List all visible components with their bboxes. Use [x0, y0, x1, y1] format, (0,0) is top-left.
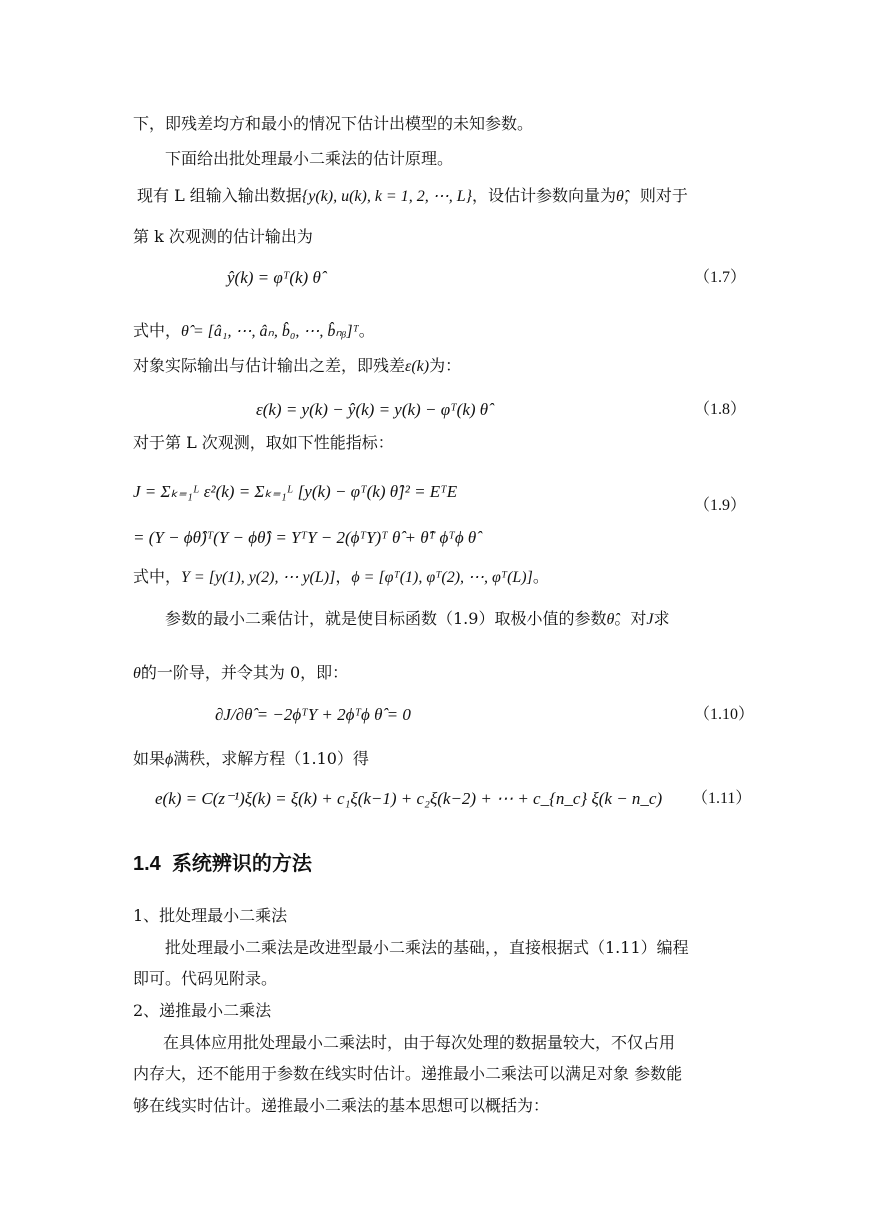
- text-span: 参数的最小二乘估计，就是使目标函数（1.9）取极小值的参数: [165, 609, 607, 628]
- paragraph-line: 下，即残差均方和最小的情况下估计出模型的未知参数。: [133, 114, 534, 133]
- paragraph-line: 即可。代码见附录。: [133, 969, 278, 988]
- paragraph-line: 在具体应用批处理最小二乘法时，由于每次处理的数据量较大，不仅占用: [163, 1033, 676, 1052]
- equation-1-11: e(k) = C(z⁻¹)ξ(k) = ξ(k) + c₁ξ(k−1) + c₂ξ(k−2) + ⋯ + c_{n_c} ξ(k − n_c): [155, 789, 663, 808]
- section-heading: [133, 851, 312, 877]
- text-span: 现有 L 组输入输出数据: [137, 186, 302, 205]
- paragraph-line: [133, 748, 369, 771]
- text-span: 对象实际输出与估计输出之差，即残差: [133, 356, 406, 375]
- paragraph-line: [133, 320, 375, 343]
- equation-number: （1.9）: [694, 497, 747, 514]
- list-item-title: 1、批处理最小二乘法: [133, 906, 288, 925]
- paragraph-line: 下面给出批处理最小二乘法的估计原理。: [165, 149, 454, 168]
- list-item-title: 2、递推最小二乘法: [133, 1001, 272, 1020]
- text-span: ，: [335, 567, 352, 586]
- text-span: 为：: [429, 356, 462, 375]
- text-span: 。: [358, 321, 375, 340]
- text-span: 满秩，求解方程（1.10）得: [173, 749, 369, 768]
- section-title: 系统辨识的方法: [171, 853, 312, 875]
- math-inline: ε(k): [405, 358, 430, 375]
- paragraph-line: [133, 355, 461, 378]
- math-inline: θ̂ = [â₁, ⋯, âₙ, b̂₀, ⋯, b̂ₙᵦ]ᵀ: [181, 323, 359, 340]
- text-span: ，则对于: [623, 186, 688, 205]
- equation-1-7: ŷ(k) = φᵀ(k) θ̂: [227, 268, 321, 287]
- equation-number: （1.11）: [692, 790, 752, 807]
- text-span: 式中，: [133, 567, 182, 586]
- text-span: 。对: [614, 609, 647, 628]
- paragraph-line: 内存大，还不能用于参数在线实时估计。递推最小二乘法可以满足对象 参数能: [133, 1064, 683, 1083]
- math-inline: ϕ = [φᵀ(1), φᵀ(2), ⋯, φᵀ(L)]: [351, 569, 533, 586]
- math-inline: ϕ: [165, 751, 174, 768]
- math-inline: θ̂: [133, 665, 141, 682]
- equation-1-8: ε(k) = y(k) − ŷ(k) = y(k) − φᵀ(k) θ̂: [256, 400, 489, 419]
- paragraph-line: 批处理最小二乘法是改进型最小二乘法的基础，，直接根据式（1.11）编程: [165, 938, 689, 957]
- paragraph-line: 够在线实时估计。递推最小二乘法的基本思想可以概括为：: [133, 1096, 550, 1115]
- math-inline: J: [646, 611, 654, 628]
- text-span: ，设估计参数向量为: [472, 186, 617, 205]
- math-inline: θ̂: [616, 188, 624, 205]
- paragraph-line: [133, 566, 549, 589]
- paragraph-line: 对于第 L 次观测，取如下性能指标：: [133, 433, 394, 452]
- equation-1-10: ∂J/∂θ̂ = −2ϕᵀY + 2ϕᵀϕ θ̂ = 0: [215, 705, 411, 724]
- paragraph-line: 第 k 次观测的估计输出为: [133, 227, 313, 246]
- text-span: 。: [532, 567, 549, 586]
- paragraph-line: [133, 662, 348, 685]
- equation-number: （1.7）: [694, 269, 747, 286]
- section-number: 1.4: [133, 853, 161, 875]
- text-span: 式中，: [133, 321, 182, 340]
- math-inline: Y = [y(1), y(2), ⋯ y(L)]: [181, 569, 336, 586]
- math-inline: θ̂: [606, 611, 615, 628]
- text-span: 求: [653, 609, 670, 628]
- equation-number: （1.10）: [694, 706, 755, 723]
- text-span: 的一阶导，并令其为 0，即：: [140, 663, 349, 682]
- paragraph-line: [137, 185, 688, 208]
- math-inline: {y(k), u(k), k = 1, 2, ⋯, L}: [301, 188, 473, 205]
- equation-1-9-line1: J = Σₖ₌₁ᴸ ε²(k) = Σₖ₌₁ᴸ [y(k) − φᵀ(k) θ̂]² = EᵀE: [133, 482, 458, 501]
- text-span: 如果: [133, 749, 166, 768]
- paragraph-line: [165, 608, 669, 631]
- equation-1-9-line2: = (Y − ϕθ̂)ᵀ(Y − ϕθ̂) = YᵀY − 2(ϕᵀY)ᵀ θ̂ + θ̂ᵀ ϕᵀϕ θ̂: [133, 528, 477, 547]
- equation-number: （1.8）: [694, 401, 747, 418]
